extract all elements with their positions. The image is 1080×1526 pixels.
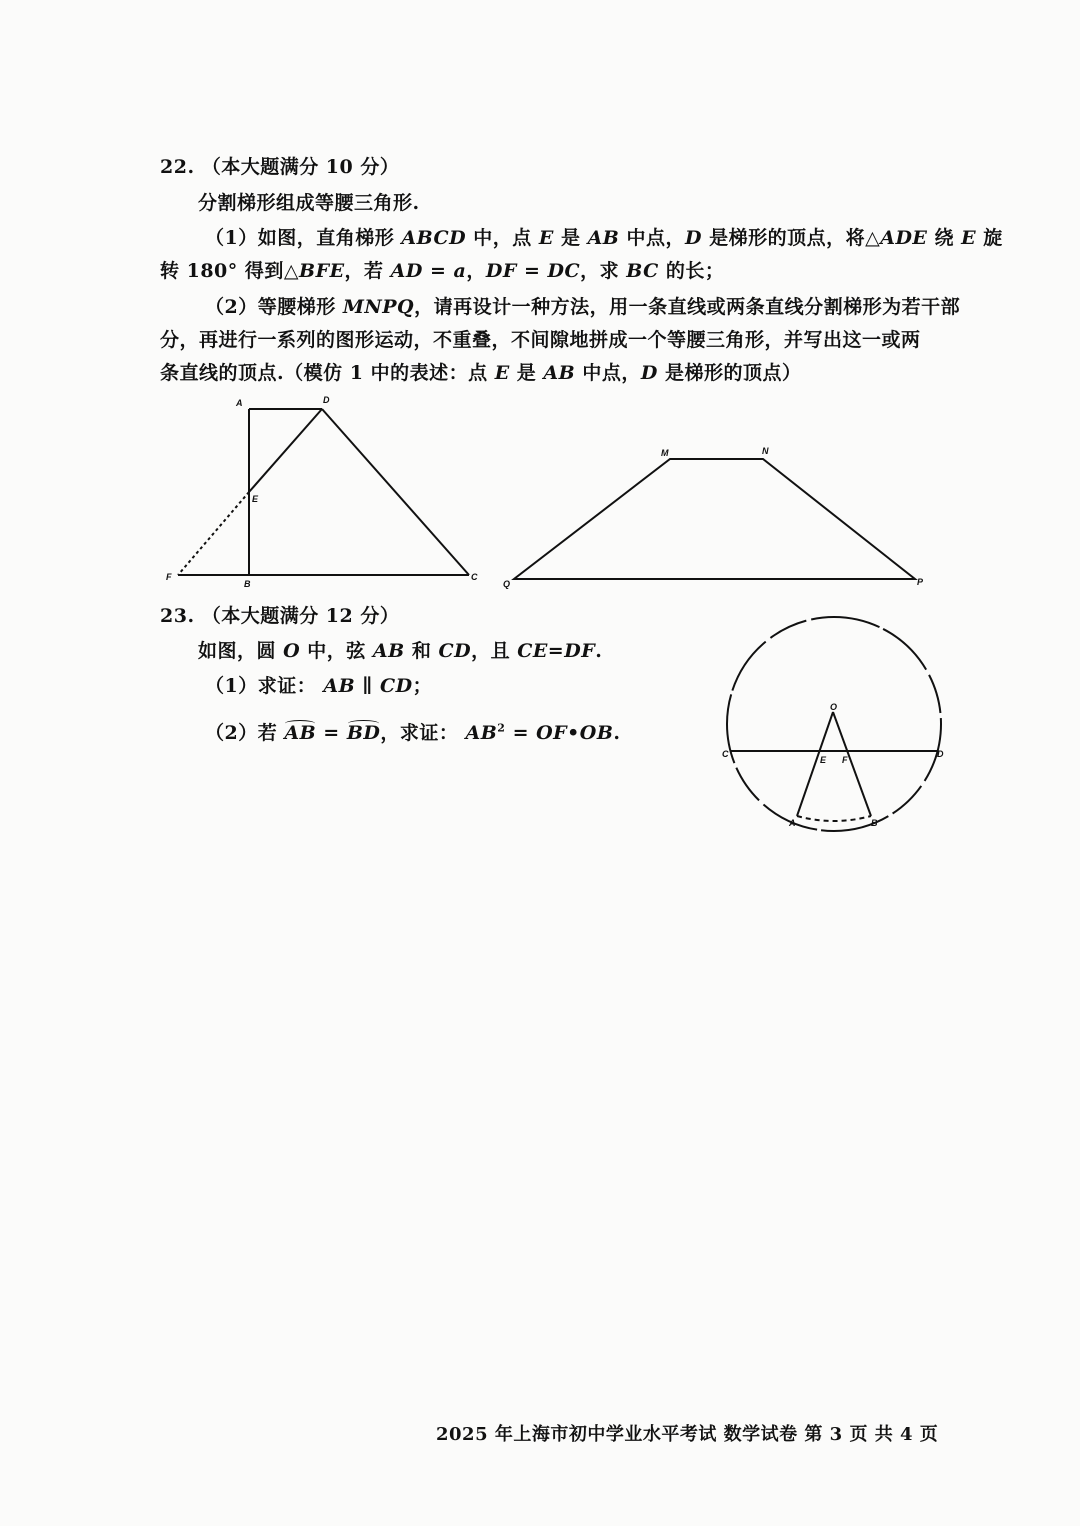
- figure-circle: [727, 617, 941, 831]
- label-P: P: [917, 577, 924, 587]
- circle-O: [727, 617, 941, 831]
- q23-header: [160, 601, 399, 628]
- label-M: M: [661, 448, 669, 458]
- q22-part2-line2: 分，再进行一系列的图形运动，不重叠，不间隙地拼成一个等腰三角形，并写出这一或两: [160, 329, 921, 351]
- q23-intro: 如图，圆 O 中，弦 AB 和 CD，且 CE=DF.: [198, 640, 603, 662]
- label-F2: F: [842, 755, 848, 765]
- arc-AB-label: AB: [284, 722, 317, 744]
- label-N: N: [762, 446, 769, 456]
- segment-DC: [322, 409, 469, 575]
- segment-OA: [797, 712, 833, 816]
- label-D: D: [323, 395, 330, 405]
- label-D2: D: [937, 749, 944, 759]
- q22-part1-line2: 转 180° 得到△BFE，若 AD = a，DF = DC，求 BC 的长；: [160, 260, 725, 282]
- q22-number: 22.: [160, 156, 195, 178]
- label-O: O: [830, 702, 838, 712]
- segment-OB: [833, 712, 871, 816]
- label-C: C: [471, 572, 478, 582]
- figure-right-trapezoid: [178, 409, 469, 575]
- q23-part1: （1）求证： AB ∥ CD；: [205, 675, 433, 697]
- q23-part2: （2）若 AB = BD，求证： $AB^2$ = OF•OB.: [205, 721, 621, 744]
- label-Q: Q: [503, 579, 511, 589]
- q22-part1-line1: （1）如图，直角梯形 ABCD 中，点 E 是 AB 中点，D 是梯形的顶点，将△ADE 绕 E 旋: [205, 227, 1003, 249]
- label-A2: A: [789, 818, 796, 828]
- segment-DE: [249, 409, 322, 492]
- q22-part2-line1: （2）等腰梯形 MNPQ，请再设计一种方法，用一条直线或两条直线分割梯形为若干部: [205, 296, 961, 318]
- arc-BD-label: BD: [346, 722, 381, 744]
- figure-isosceles-trapezoid: [514, 459, 915, 579]
- q23-score: （本大题满分 12 分）: [201, 605, 400, 627]
- q23-number: 23.: [160, 605, 195, 627]
- label-B: B: [244, 579, 251, 589]
- page-footer: 2025 年上海市初中学业水平考试 数学试卷 第 3 页 共 4 页: [436, 1424, 939, 1445]
- label-A: A: [236, 398, 243, 408]
- label-B2: B: [871, 818, 878, 828]
- trapezoid-MNPQ: [514, 459, 915, 579]
- segment-EF-dotted: [178, 492, 249, 575]
- q22-score: （本大题满分 10 分）: [201, 156, 400, 178]
- label-C2: C: [722, 749, 729, 759]
- arc-AB: [797, 816, 871, 821]
- q22-part2-line3: 条直线的顶点.（模仿 1 中的表述：点 E 是 AB 中点，D 是梯形的顶点）: [160, 362, 802, 384]
- label-E: E: [252, 494, 259, 504]
- q22-intro: 分割梯形组成等腰三角形.: [198, 192, 420, 214]
- label-E2: E: [820, 755, 827, 765]
- label-F: F: [166, 572, 172, 582]
